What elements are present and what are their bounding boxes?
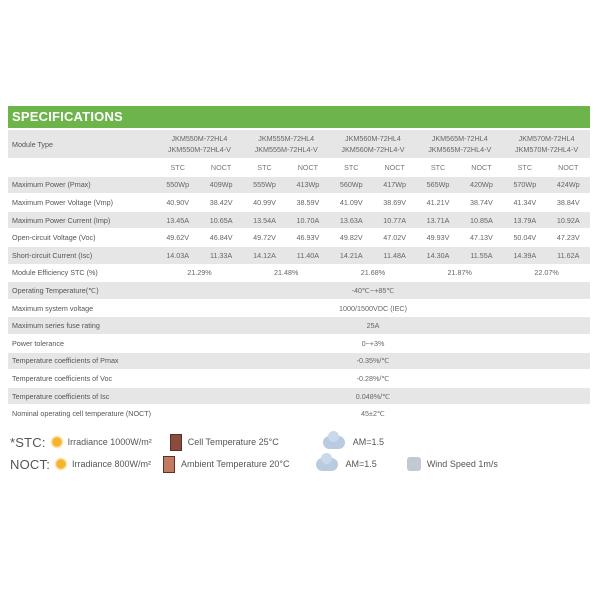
spec-value: 11.55A [460, 246, 503, 264]
cloud-icon [323, 436, 345, 449]
sun-icon [50, 435, 64, 449]
spec-value: -0.35%/℃ [156, 352, 590, 370]
spec-label: Operating Temperature(℃) [8, 282, 156, 300]
model-name-v: JKM565M-72HL4-V [428, 145, 492, 154]
efficiency-row [8, 264, 590, 282]
spec-value: 570Wp [503, 176, 546, 194]
spec-label: Nominal operating cell temperature (NOCT) [8, 405, 156, 423]
spec-value: 10.77A [373, 211, 416, 229]
banner-title: SPECIFICATIONS [12, 109, 123, 124]
efficiency-value: 22.07% [503, 264, 590, 282]
spec-value: 50.04V [503, 229, 546, 247]
spec-value: 38.84V [547, 194, 590, 212]
spec-value: 10.85A [460, 211, 503, 229]
spec-value: 11.40A [286, 246, 329, 264]
spec-value: 11.62A [547, 246, 590, 264]
noct-header: NOCT [199, 159, 242, 177]
spec-value: 420Wp [460, 176, 503, 194]
stc-legend-row [10, 432, 384, 452]
spec-value: 550Wp [156, 176, 199, 194]
noct-header: NOCT [286, 159, 329, 177]
spec-value: 10.70A [286, 211, 329, 229]
stc-header: STC [243, 159, 286, 177]
spec-label: Module Efficiency STC (%) [8, 264, 156, 282]
specifications-sheet [8, 106, 590, 423]
stc-header: STC [503, 159, 546, 177]
spec-row [8, 194, 590, 212]
noct-wind-speed: Wind Speed 1m/s [426, 459, 498, 469]
spec-row [8, 229, 590, 247]
spec-value: 40.99V [243, 194, 286, 212]
spec-label: Maximum Power Current (Imp) [8, 211, 156, 229]
model-name: JKM560M-72HL4 [345, 134, 401, 143]
spec-value: 49.62V [156, 229, 199, 247]
spec-row [8, 176, 590, 194]
spec-value: -40℃~+85℃ [156, 282, 590, 300]
model-cell [243, 130, 330, 159]
spec-value: 41.34V [503, 194, 546, 212]
efficiency-value: 21.29% [156, 264, 243, 282]
model-cell [156, 130, 243, 159]
spec-label: Maximum Power Voltage (Vmp) [8, 194, 156, 212]
model-name: JKM570M-72HL4 [518, 134, 575, 143]
spec-label: Maximum system voltage [8, 299, 156, 317]
noct-irradiance: Irradiance 800W/m² [72, 459, 152, 469]
spec-value: 38.42V [199, 194, 242, 212]
spec-label: Short-circuit Current (Isc) [8, 246, 156, 264]
thermometer-cell-icon [163, 456, 175, 473]
spec-value: 14.21A [330, 246, 373, 264]
spec-value: 38.59V [286, 194, 329, 212]
spec-value: 49.93V [416, 229, 459, 247]
spec-value: 14.03A [156, 246, 199, 264]
spec-row [8, 370, 590, 388]
spec-value: 10.92A [547, 211, 590, 229]
stc-header: STC [330, 159, 373, 177]
stc-cell-temperature: Cell Temperature 25°C [187, 437, 279, 447]
spec-row [8, 387, 590, 405]
cloud-icon [316, 458, 338, 471]
spec-value: 0.048%/℃ [156, 387, 590, 405]
wind-icon [407, 457, 421, 471]
spec-row [8, 317, 590, 335]
spec-label: Open-circuit Voltage (Voc) [8, 229, 156, 247]
noct-air-mass: AM=1.5 [345, 459, 377, 469]
spec-row [8, 211, 590, 229]
model-cell [330, 130, 417, 159]
spec-value: 14.12A [243, 246, 286, 264]
spec-value: 409Wp [199, 176, 242, 194]
spec-value: 46.93V [286, 229, 329, 247]
spec-value: -0.28%/℃ [156, 370, 590, 388]
model-name-v: JKM560M-72HL4-V [341, 145, 405, 154]
spec-label: Temperature coefficients of Pmax [8, 352, 156, 370]
spec-value: 38.69V [373, 194, 416, 212]
spec-value: 424Wp [547, 176, 590, 194]
spec-value: 25A [156, 317, 590, 335]
model-name-v: JKM570M-72HL4-V [515, 145, 579, 154]
model-name: JKM565M-72HL4 [431, 134, 488, 143]
efficiency-value: 21.48% [243, 264, 330, 282]
model-cell [503, 130, 590, 159]
noct-legend-row [10, 454, 498, 474]
spec-value: 49.72V [243, 229, 286, 247]
empty-cell [8, 159, 156, 177]
spec-label: Power tolerance [8, 334, 156, 352]
solar-cell-icon [170, 434, 182, 451]
model-name-v: JKM550M-72HL4-V [167, 145, 231, 154]
noct-header: NOCT [373, 159, 416, 177]
spec-row [8, 334, 590, 352]
spec-row [8, 405, 590, 423]
spec-label: Maximum series fuse rating [8, 317, 156, 335]
spec-value: 38.74V [460, 194, 503, 212]
module-type-label: Module Type [8, 130, 156, 159]
model-cell [416, 130, 503, 159]
stc-header: STC [416, 159, 459, 177]
noct-key: NOCT: [10, 456, 50, 472]
sun-icon [54, 457, 68, 471]
spec-label: Temperature coefficients of Isc [8, 387, 156, 405]
spec-value: 14.30A [416, 246, 459, 264]
test-conditions-legend [10, 432, 590, 482]
stc-irradiance: Irradiance 1000W/m² [67, 437, 152, 447]
page-top-edge [0, 0, 600, 1]
spec-value: 47.23V [547, 229, 590, 247]
specifications-table [8, 130, 590, 423]
stc-header: STC [156, 159, 199, 177]
model-name: JKM555M-72HL4 [258, 134, 315, 143]
spec-row [8, 246, 590, 264]
spec-value: 560Wp [330, 176, 373, 194]
spec-label: Maximum Power (Pmax) [8, 176, 156, 194]
spec-value: 49.82V [330, 229, 373, 247]
spec-value: 41.09V [330, 194, 373, 212]
spec-value: 0~+3% [156, 334, 590, 352]
spec-value: 47.02V [373, 229, 416, 247]
condition-header-row [8, 159, 590, 177]
spec-value: 13.79A [503, 211, 546, 229]
spec-value: 10.65A [199, 211, 242, 229]
spec-value: 565Wp [416, 176, 459, 194]
efficiency-value: 21.87% [416, 264, 503, 282]
noct-header: NOCT [460, 159, 503, 177]
spec-value: 41.21V [416, 194, 459, 212]
module-type-row [8, 130, 590, 159]
spec-value: 1000/1500VDC (IEC) [156, 299, 590, 317]
spec-value: 413Wp [286, 176, 329, 194]
stc-air-mass: AM=1.5 [352, 437, 384, 447]
spec-value: 45±2℃ [156, 405, 590, 423]
noct-ambient-temperature: Ambient Temperature 20°C [181, 459, 290, 469]
spec-value: 47.13V [460, 229, 503, 247]
spec-value: 14.39A [503, 246, 546, 264]
spec-value: 417Wp [373, 176, 416, 194]
spec-value: 13.54A [243, 211, 286, 229]
stc-key: *STC: [10, 434, 46, 450]
spec-value: 11.48A [373, 246, 416, 264]
spec-row [8, 299, 590, 317]
model-name: JKM550M-72HL4 [171, 134, 228, 143]
efficiency-value: 21.68% [330, 264, 417, 282]
spec-row [8, 282, 590, 300]
spec-value: 555Wp [243, 176, 286, 194]
spec-row [8, 352, 590, 370]
spec-label: Temperature coefficients of Voc [8, 370, 156, 388]
model-name-v: JKM555M-72HL4-V [254, 145, 318, 154]
spec-value: 46.84V [199, 229, 242, 247]
spec-value: 13.71A [416, 211, 459, 229]
spec-value: 11.33A [199, 246, 242, 264]
spec-value: 13.63A [330, 211, 373, 229]
specifications-banner [8, 106, 590, 128]
spec-value: 40.90V [156, 194, 199, 212]
noct-header: NOCT [547, 159, 590, 177]
spec-value: 13.45A [156, 211, 199, 229]
